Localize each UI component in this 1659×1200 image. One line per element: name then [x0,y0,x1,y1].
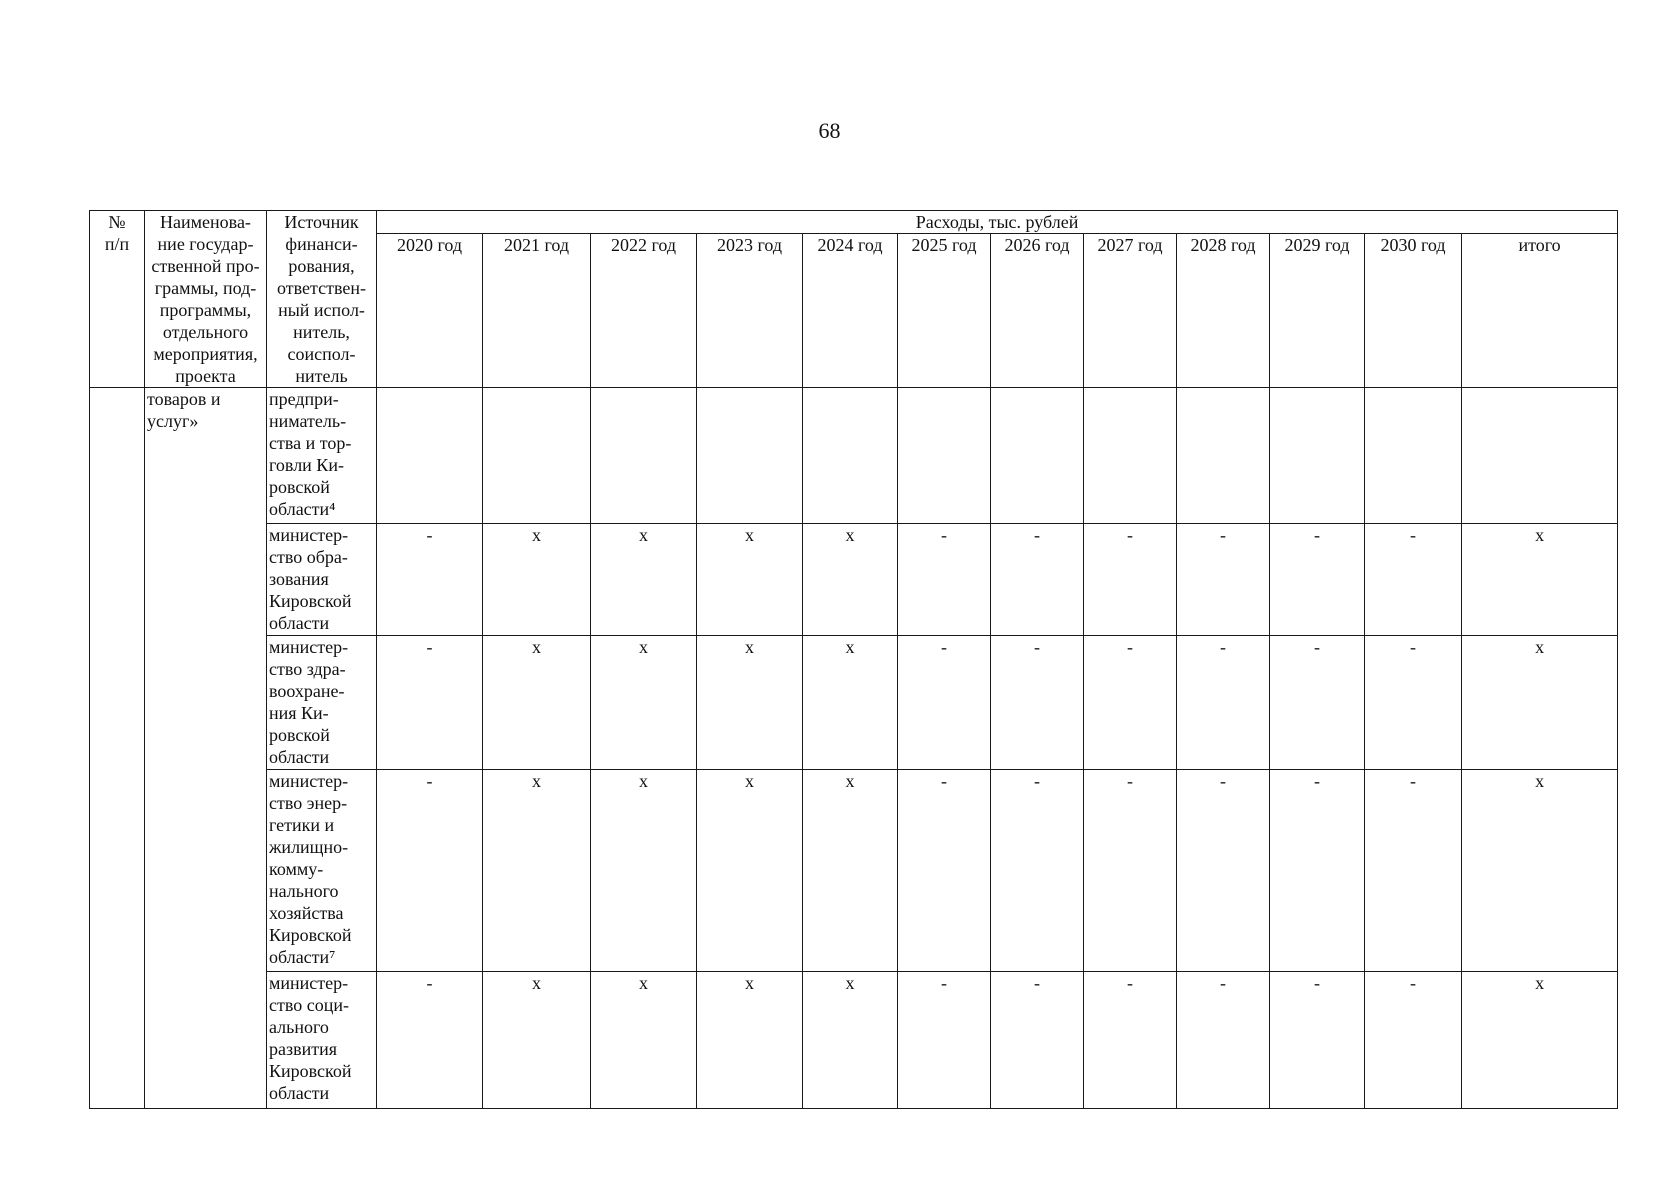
source-cell: министер- ство соци- ального развития Кировской области [267,972,377,1109]
value-cell: х [803,972,898,1109]
value-cell: - [991,523,1084,635]
total-cell [1462,388,1618,524]
table-row [90,769,1618,971]
value-cell: - [377,523,483,635]
value-cell [483,388,591,524]
value-cell [898,388,991,524]
header-expenses-group: Расходы, тыс. рублей [377,211,1618,234]
value-cell: - [1270,972,1365,1109]
table-row [90,972,1618,1109]
header-year: 2020 год [377,234,483,388]
value-cell: - [377,635,483,769]
value-cell: - [1270,769,1365,971]
value-cell: - [377,769,483,971]
table-row [90,523,1618,635]
value-cell: - [1177,769,1270,971]
value-cell: х [697,972,803,1109]
value-cell [377,388,483,524]
value-cell: х [483,523,591,635]
source-cell: предпри- ниматель- ства и тор- говли Ки- ровской области⁴ [267,388,377,524]
header-total: итого [1462,234,1618,388]
header-year: 2026 год [991,234,1084,388]
value-cell: х [483,972,591,1109]
value-cell: х [697,635,803,769]
header-year: 2023 год [697,234,803,388]
value-cell [1177,388,1270,524]
value-cell [697,388,803,524]
value-cell: - [1365,635,1462,769]
value-cell: - [1177,523,1270,635]
value-cell: - [1365,972,1462,1109]
value-cell: - [1365,769,1462,971]
value-cell: - [991,769,1084,971]
total-cell: х [1462,523,1618,635]
value-cell: х [803,769,898,971]
value-cell [991,388,1084,524]
value-cell: - [898,972,991,1109]
value-cell: - [1270,635,1365,769]
value-cell: х [483,635,591,769]
header-year: 2022 год [591,234,697,388]
program-name-cell: товаров и услуг» [145,388,267,1109]
header-num: № п/п [90,211,145,388]
total-cell: х [1462,635,1618,769]
value-cell: - [991,972,1084,1109]
header-row-top [90,211,1618,234]
value-cell [1084,388,1177,524]
value-cell: - [1084,972,1177,1109]
value-cell [1365,388,1462,524]
value-cell: - [1084,523,1177,635]
value-cell: х [591,769,697,971]
value-cell: - [898,523,991,635]
header-year: 2030 год [1365,234,1462,388]
value-cell: - [1084,635,1177,769]
value-cell [803,388,898,524]
value-cell: х [591,635,697,769]
source-cell: министер- ство здра- воохране- ния Ки- ровской области [267,635,377,769]
header-source: Источник финанси- рования, ответствен- ный испол- нитель, соиспол- нитель [267,211,377,388]
total-cell: х [1462,769,1618,971]
source-cell: министер- ство обра- зования Кировской области [267,523,377,635]
value-cell: х [803,523,898,635]
value-cell [1270,388,1365,524]
value-cell: - [377,972,483,1109]
value-cell: - [1270,523,1365,635]
value-cell: - [1177,635,1270,769]
value-cell: - [1177,972,1270,1109]
total-cell: х [1462,972,1618,1109]
header-year: 2025 год [898,234,991,388]
num-cell [90,388,145,1109]
source-cell: министер- ство энер- гетики и жилищно- комму- нального хозяйства Кировской области⁷ [267,769,377,971]
header-year: 2029 год [1270,234,1365,388]
table-row [90,388,1618,524]
value-cell: х [591,972,697,1109]
value-cell: х [591,523,697,635]
value-cell: - [1365,523,1462,635]
value-cell: х [483,769,591,971]
header-year: 2028 год [1177,234,1270,388]
value-cell: - [991,635,1084,769]
header-name: Наименова- ние государ- ственной про- граммы, под- программы, отдельного мероприятия, проекта [145,211,267,388]
page-number: 68 [818,118,841,143]
value-cell: х [697,523,803,635]
header-year: 2024 год [803,234,898,388]
value-cell: - [898,635,991,769]
expenses-table [89,210,1618,1109]
header-year: 2027 год [1084,234,1177,388]
table-row [90,635,1618,769]
value-cell [591,388,697,524]
value-cell: - [1084,769,1177,971]
value-cell: - [898,769,991,971]
value-cell: х [697,769,803,971]
value-cell: х [803,635,898,769]
header-year: 2021 год [483,234,591,388]
